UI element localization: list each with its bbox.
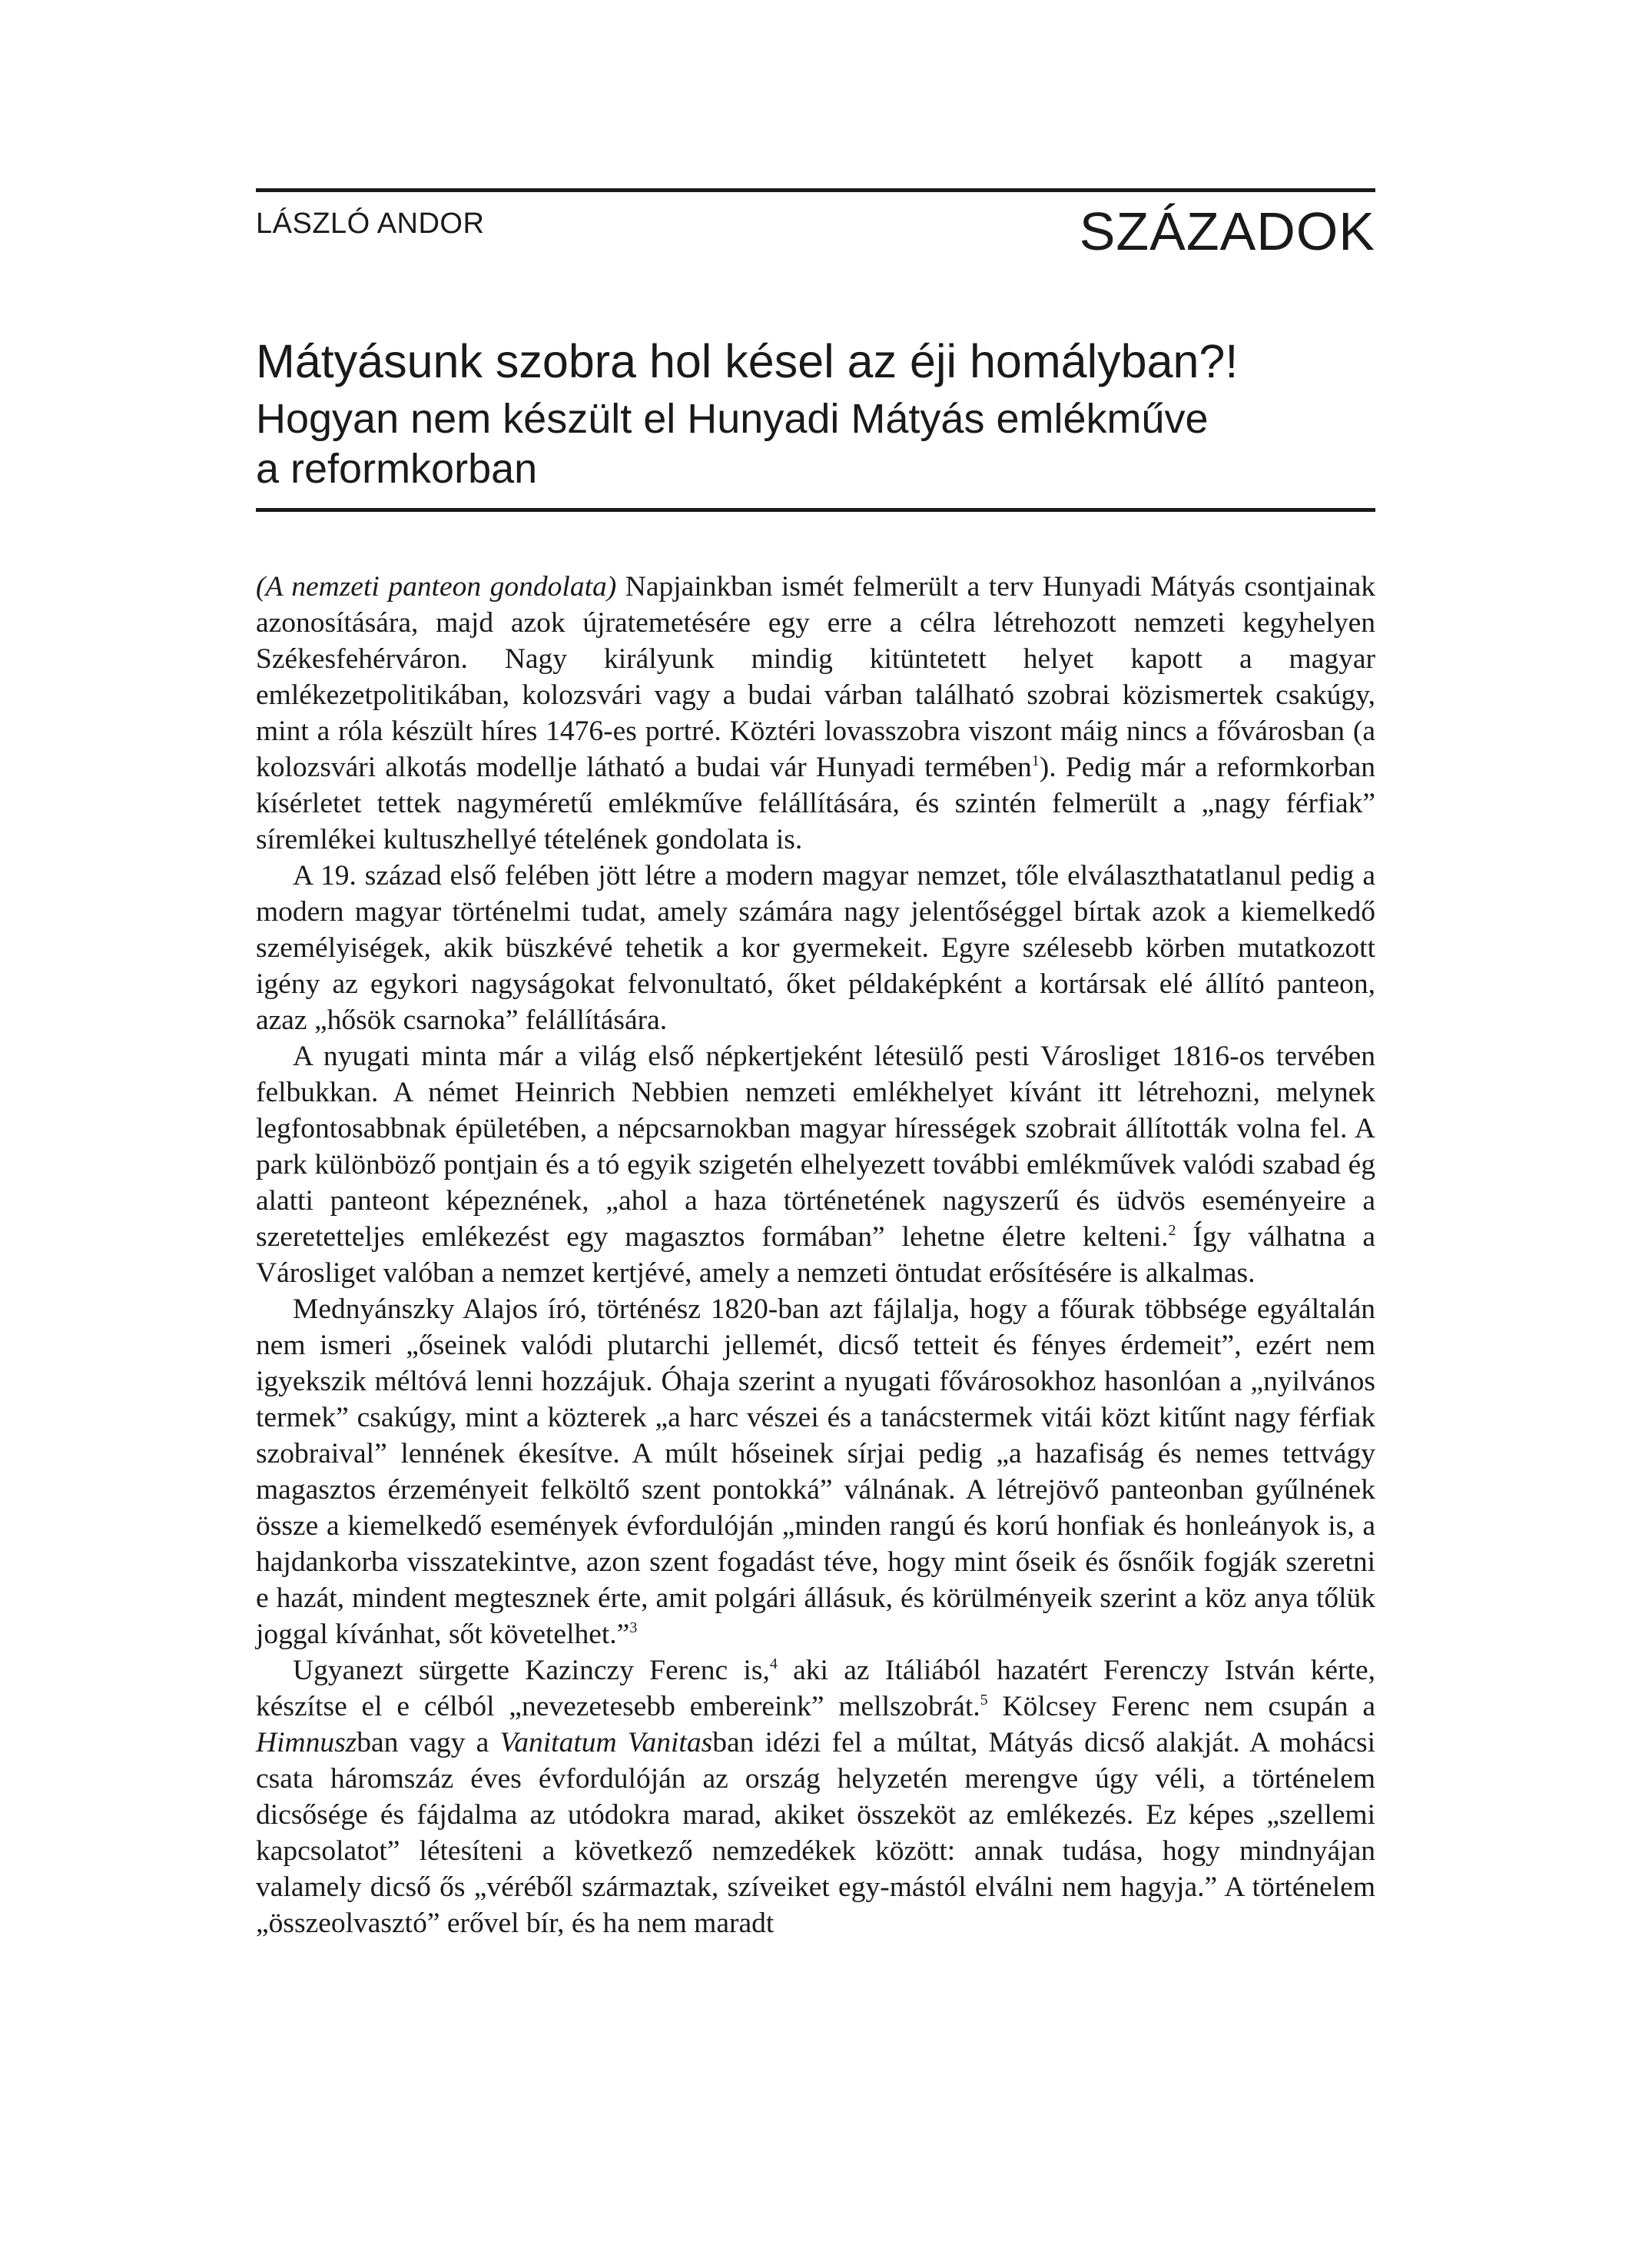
paragraph-text: ban vagy a <box>357 1727 500 1758</box>
paragraph-text: Ugyanezt sürgette Kazinczy Ferenc is, <box>293 1655 770 1686</box>
paragraph-text: A 19. század első felében jött létre a modern magyar nemzet, tőle elválaszthatatlanul pedig a modern magyar történelmi tudat, amely számára nagy jelentőséggel bírtak azok a kiemelkedő személyiségek, akik büszkévé tehetik a kor gyermekeit. Egyre szélesebb körben mutatkozott igény az egykori nagyságokat felvonultató, őket példaképként a kortársak elé állító panteon, azaz „hősök csarnoka” felállítására. <box>256 860 1375 1036</box>
paragraph-text: Kölcsey Ferenc nem csupán a <box>987 1691 1375 1722</box>
paragraph-1 <box>256 569 1375 858</box>
paragraph-text: ban idézi fel a múltat, Mátyás dicső alakját. A mohácsi csata háromszáz éves évfordulóján az ország helyzetén merengve úgy véli, a történelem dicsősége és fájdalma az utódokra marad, akiket összeköt az emlékezés. Ez képes „szellemi kapcsolatot” létesíteni a következő nemzedékek között: annak tudása, hogy mindnyájan valamely dicső ős „véréből származtak, szíveiket egy-mástól elválni nem hagyja.” A történelem „összeolvasztó” erővel bír, és ha nem maradt <box>256 1727 1375 1939</box>
paragraph-4 <box>256 1291 1375 1652</box>
author-name: LÁSZLÓ ANDOR <box>256 208 485 240</box>
paragraph-text: ). Pedig már a reformkorban kísérletet tettek nagyméretű emlékműve felállítására, és szintén felmerült a „nagy férfiak” síremlékei kultuszhellyé tételének gondolata is. <box>256 752 1375 855</box>
paragraph-3 <box>256 1038 1375 1291</box>
article-subtitle <box>256 394 1375 494</box>
work-title: Vanitatum Vanitas <box>499 1727 713 1758</box>
paragraph-text: Mednyánszky Alajos író, történész 1820-ban azt fájlalja, hogy a főurak többsége egyáltalán nem ismeri „őseinek valódi plutarchi jellemét, dicső tetteit és fényes érdemeit”, ezért nem igyekszik méltóvá lenni hozzájuk. Óhaja szerint a nyugati fővárosokhoz hasonlóan a „nyilvános termek” csakúgy, mint a közterek „a harc vészei és a tanácstermek vitái közt kitűnt nagy férfiak szobraival” lennének ékesítve. A múlt hőseinek sírjai pedig „a hazafiság és nemes tettvágy magasztos érzeményeit felköltő szent pontokká” válnának. A létrejövő panteonban gyűlnének össze a kiemelkedő események évfordulóján „minden rangú és korú honfiak és honleányok is, a hajdankorba visszatekintve, azon szent fogadást téve, hogy mint őseik és ősnőik fogják szeretni e hazát, mindent megtesznek érte, amit polgári állásuk, és körülményeik szerint a köz anya tőlük joggal kívánhat, sőt követelhet.” <box>256 1293 1375 1650</box>
subtitle-line-1: Hogyan nem készült el Hunyadi Mátyás emlékműve <box>256 395 1209 442</box>
footnote-marker: 3 <box>629 1619 638 1636</box>
subtitle-line-2: a reformkorban <box>256 445 538 492</box>
title-block <box>256 334 1375 512</box>
paragraph-2 <box>256 858 1375 1038</box>
paragraph-text: aki az Itáliából hazatért Ferenczy István kérte, készítse el e célból „nevezetesebb embereink” mellszobrát. <box>256 1655 1375 1722</box>
section-title: SZÁZADOK <box>1079 201 1375 261</box>
paragraph-5 <box>256 1652 1375 1941</box>
work-title: Himnusz <box>256 1727 357 1758</box>
article-body <box>256 569 1375 1941</box>
paragraph-text: Napjainkban ismét felmerült a terv Hunyadi Mátyás csontjainak azonosítására, majd azok újratemetésére egy erre a célra létrehozott nemzeti kegyhelyen Székesfehérváron. Nagy királyunk mindig kitüntetett helyet kapott a magyar emlékezetpolitikában, kolozsvári vagy a budai várban található szobrai közismertek csakúgy, mint a róla készült híres 1476-es portré. Köztéri lovasszobra viszont máig nincs a fővárosban (a kolozsvári alkotás modellje látható a budai vár Hunyadi termében <box>256 571 1375 783</box>
paragraph-text: Így válhatna a Városliget valóban a nemzet kertjévé, amely a nemzeti öntudat erősítésére is alkalmas. <box>256 1221 1375 1289</box>
footnote-marker: 4 <box>769 1655 778 1672</box>
running-header <box>256 188 1375 261</box>
article-title: Mátyásunk szobra hol késel az éji homályban?! <box>256 335 1239 387</box>
footnote-marker: 1 <box>1031 752 1040 769</box>
footnote-marker: 2 <box>1168 1222 1176 1239</box>
footnote-marker: 5 <box>980 1692 988 1708</box>
paragraph-text: A nyugati minta már a világ első népkertjeként létesülő pesti Városliget 1816-os tervében felbukkan. A német Heinrich Nebbien nemzeti emlékhelyet kívánt itt létrehozni, melynek legfontosabbnak épületében, a népcsarnokban magyar hírességek szobrait állították volna fel. A park különböző pontjain és a tó egyik szigetén elhelyezett további emlékművek valódi szabad ég alatti panteont képeznének, „ahol a haza történetének nagyszerű és üdvös eseményeire a szeretetteljes emlékezést egy magasztos formában” lehetne életre kelteni. <box>256 1041 1375 1253</box>
section-lead: (A nemzeti panteon gondolata) <box>256 571 617 603</box>
